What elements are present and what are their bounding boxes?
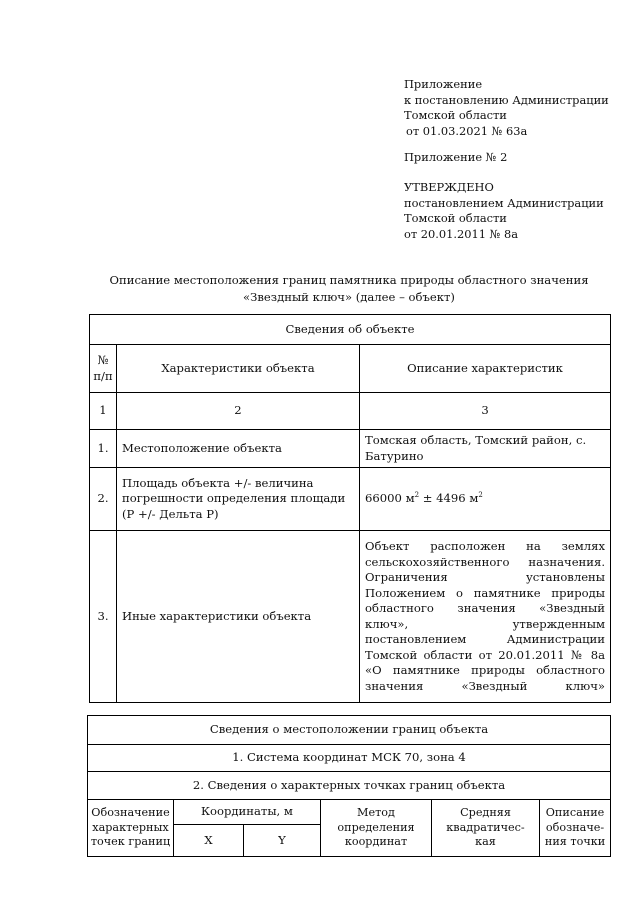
error-unit-exp: 2 — [478, 491, 483, 500]
row-number: 1. — [90, 430, 117, 468]
col-header-y: Y — [244, 825, 321, 857]
row-description: Объект расположен на землях сельскохозяйственного назначения. Ограничения установлены Положением о памятнике природы областного значения «Звездный ключ», утвержденным постановлением Администрации Томской области от 20.01.2011 № 8а «О памятнике природы областного значения «Звездный ключ» — [360, 531, 611, 703]
col-number-3: 3 — [360, 393, 611, 430]
approved-block — [404, 180, 604, 242]
object-info-table — [89, 314, 611, 703]
col-header-designation: Обозначение характерных точек границ — [88, 800, 174, 857]
col-header-no: № п/п — [90, 345, 117, 393]
col-number-1: 1 — [90, 393, 117, 430]
appendix-number: Приложение № 2 — [404, 150, 508, 164]
table-row — [90, 468, 611, 531]
area-error: ± 4496 м — [419, 491, 479, 506]
col-header-coordinates: Координаты, м — [174, 800, 321, 825]
appendix-line-1: Приложение — [404, 77, 483, 91]
row-number: 2. — [90, 468, 117, 531]
area-value: 66000 м — [365, 491, 415, 506]
title-line-1: Описание местоположения границ памятника природы областного значения — [109, 273, 589, 287]
table-row — [90, 531, 611, 703]
object-info-caption: Сведения об объекте — [90, 315, 611, 345]
col-header-point-description: Описание обозначе-ния точки — [540, 800, 611, 857]
boundary-caption: Сведения о местоположении границ объекта — [88, 716, 611, 745]
area-unit-exp: 2 — [414, 491, 420, 500]
table-row — [90, 430, 611, 468]
approved-line-4: от 20.01.2011 № 8а — [404, 226, 519, 241]
appendix-line-3: Томской области — [404, 108, 507, 122]
col-header-description: Описание характеристик — [360, 345, 611, 393]
points-header: 2. Сведения о характерных точках границ объекта — [88, 772, 611, 800]
appendix-line-4: от 01.03.2021 № 63а — [406, 123, 528, 138]
col-header-method: Метод определения координат — [321, 800, 432, 857]
approved-line-2: постановлением Администрации — [404, 195, 604, 210]
title-line-2: «Звездный ключ» (далее – объект) — [243, 290, 455, 304]
row-description: Томская область, Томский район, с. Батурино — [360, 430, 611, 468]
appendix-block — [404, 77, 609, 139]
boundary-info-table — [87, 715, 611, 857]
approved-line-3: Томской области — [404, 211, 507, 225]
col-header-x: X — [174, 825, 244, 857]
col-number-2: 2 — [117, 393, 360, 430]
row-characteristic: Иные характеристики объекта — [117, 531, 360, 703]
document-title — [88, 272, 610, 306]
row-number: 3. — [90, 531, 117, 703]
col-header-rms: Средняя квадратичес-кая — [432, 800, 540, 857]
row-characteristic: Местоположение объекта — [117, 430, 360, 468]
row-characteristic: Площадь объекта +/- величина погрешности определения площади (Р +/- Дельта Р) — [117, 468, 360, 531]
coordinate-system: 1. Система координат МСК 70, зона 4 — [88, 745, 611, 772]
appendix-line-2: к постановлению Администрации — [404, 92, 609, 107]
col-header-characteristics: Характеристики объекта — [117, 345, 360, 393]
approved-line-1: УТВЕРЖДЕНО — [404, 180, 494, 194]
row-description — [360, 468, 611, 531]
